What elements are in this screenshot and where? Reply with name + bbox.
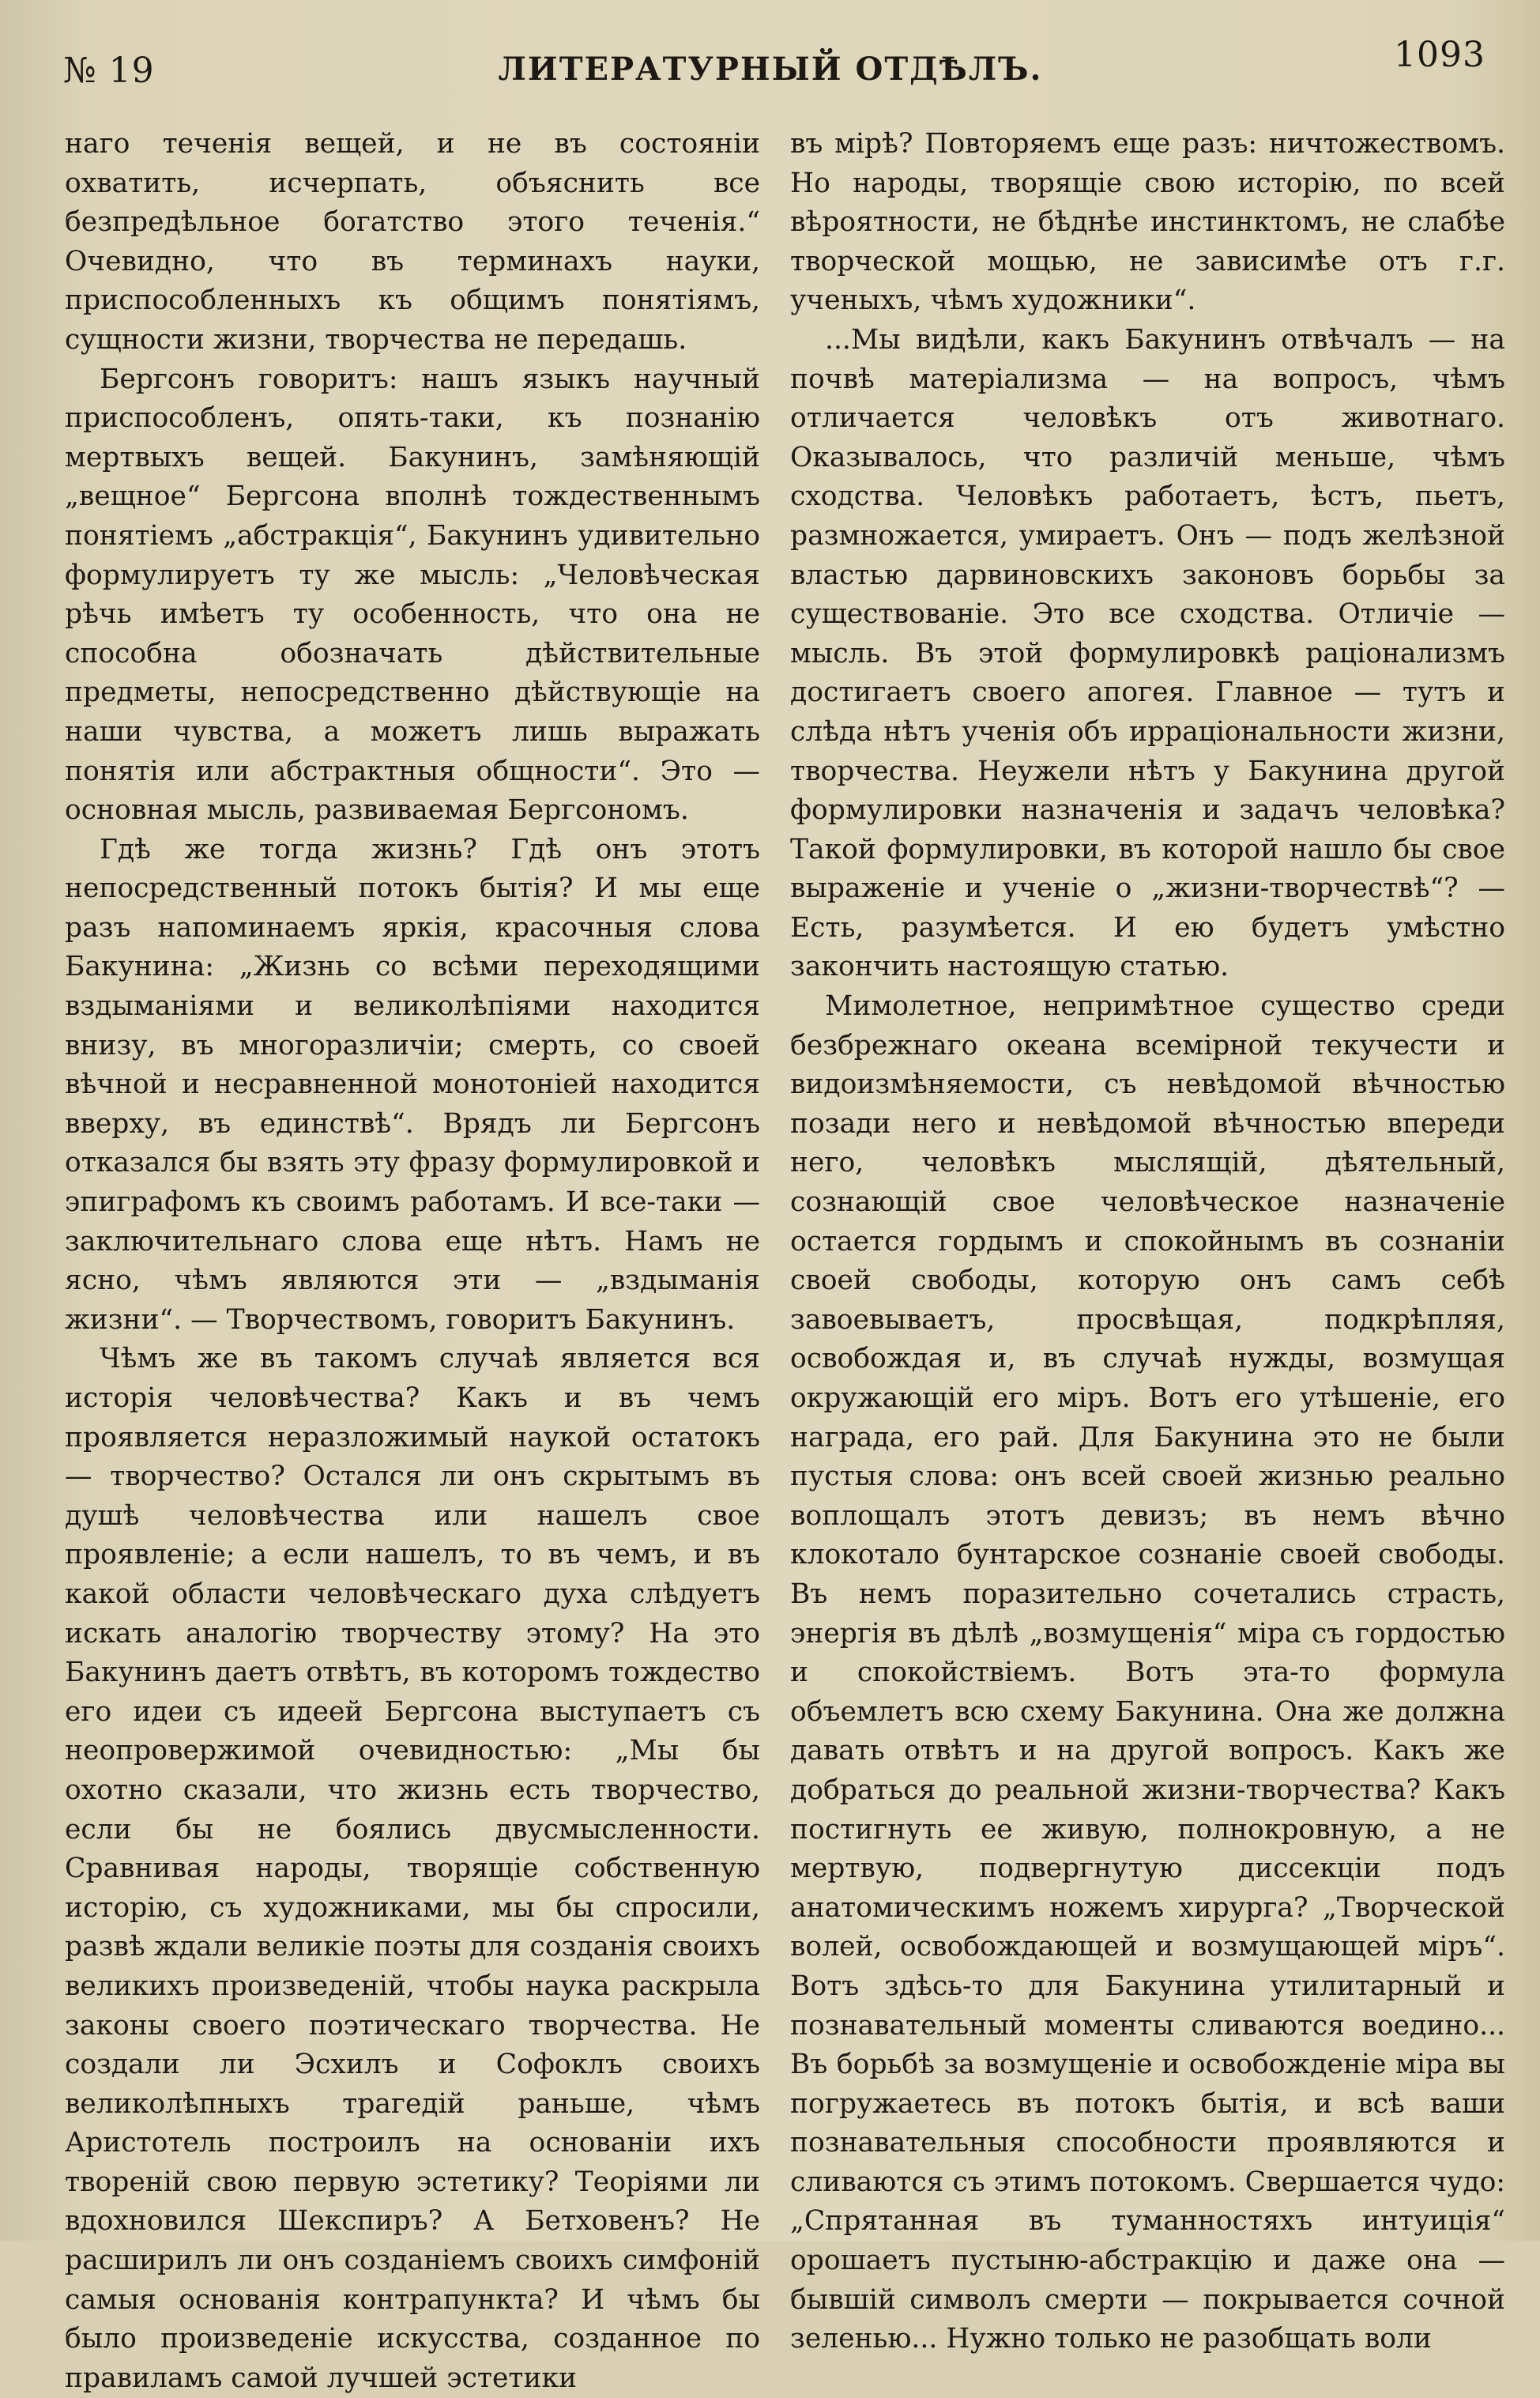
page-number: 1093 bbox=[1394, 35, 1485, 75]
paragraph: Чѣмъ же въ такомъ случаѣ является вся исторія человѣчества? Какъ и въ чемъ проявляется неразложимый наукой остатокъ — творчество? Остался ли онъ скрытымъ въ душѣ человѣчества или нашелъ свое проявленіе; а если нашелъ, то въ чемъ, и въ какой области человѣческаго духа слѣдуетъ искать аналогію творчеству этому? На это Бакунинъ даетъ отвѣтъ, въ которомъ тождество его идеи съ идеей Бергсона выступаетъ съ неопровержимой очевидностью: „Мы бы охотно сказали, что жизнь есть творчество, если бы не боялись двусмысленности. Сравнивая народы, творящіе собственную исторію, съ художниками, мы бы спросили, развѣ ждали великіе поэты для созданія своихъ великихъ произведеній, чтобы наука раскрыла законы своего поэтическаго творчества. Не создали ли Эсхилъ и Софоклъ своихъ великолѣпныхъ трагедій раньше, чѣмъ Аристотель построилъ на основаніи ихъ твореній свою первую эстетику? Теоріями ли вдохновился Шекспиръ? А Бетховенъ? Не расширилъ ли онъ созданіемъ своихъ симфоній самыя основанія контрапункта? И чѣмъ бы было произведеніе искусства, созданное по правиламъ самой лучшей эстетики bbox=[65, 1343, 760, 2394]
paragraph: Бергсонъ говоритъ: нашъ языкъ научный приспособленъ, опять-таки, къ познанію мертвыхъ вещей. Бакунинъ, замѣняющій „вещное“ Бергсона вполнѣ тождественнымъ понятіемъ „абстракція“, Бакунинъ удивительно формулируетъ ту же мысль: „Человѣческая рѣчь имѣетъ ту особенность, что она не способна обозначать дѣйствительные предметы, непосредственно дѣйствующіе на наши чувства, а можетъ лишь выражать понятія или абстрактныя общности“. Это — основная мысль, развиваемая Бергсономъ. bbox=[65, 363, 760, 827]
paragraph: ...Мы видѣли, какъ Бакунинъ отвѣчалъ — на почвѣ матеріализма — на вопросъ, чѣмъ отличается человѣкъ отъ животнаго. Оказывалось, что различій меньше, чѣмъ сходства. Человѣкъ работаетъ, ѣстъ, пьетъ, размножается, умираетъ. Онъ — подъ желѣзной властью дарвиновскихъ законовъ борьбы за существованіе. Это все сходства. Отличіе — мысль. Въ этой формулировкѣ раціонализмъ достигаетъ своего апогея. Главное — тутъ и слѣда нѣтъ ученія объ иррацiональности жизни, творчества. Неужели нѣтъ у Бакунина другой формулировки назначенія и задачъ человѣка? Такой формулировки, въ которой нашло бы свое выраженіе и ученіе о „жизни-творчествѣ“? — Есть, разумѣется. И ею будетъ умѣстно закончить настоящую статью. bbox=[790, 323, 1505, 983]
left-column bbox=[65, 125, 760, 2398]
paragraph: въ мірѣ? Повторяемъ еще разъ: ничтожествомъ. Но народы, творящіе свою исторію, по всей вѣроятности, не бѣднѣе инстинктомъ, не слабѣе творческой мощью, не зависимѣе отъ г.г. ученыхъ, чѣмъ художники“. bbox=[790, 128, 1505, 317]
paragraph: Гдѣ же тогда жизнь? Гдѣ онъ этотъ непосредственный потокъ бытія? И мы еще разъ напоминаемъ яркія, красочныя слова Бакунина: „Жизнь со всѣми переходящими вздыманіями и великолѣпіями находится внизу, въ многоразличіи; смерть, со своей вѣчной и несравненной монотоніей находится вверху, въ единствѣ“. Врядъ ли Бергсонъ отказался бы взять эту фразу формулировкой и эпиграфомъ къ своимъ работамъ. И все-таки — заключительнаго слова еще нѣтъ. Намъ не ясно, чѣмъ являются эти — „вздыманія жизни“. — Творчествомъ, говоритъ Бакунинъ. bbox=[65, 833, 760, 1336]
page-header bbox=[55, 32, 1485, 103]
section-title: ЛИТЕРАТУРНЫЙ ОТДѢЛЪ. bbox=[498, 51, 1043, 88]
paragraph: Мимолетное, непримѣтное существо среди безбрежнаго океана всемірной текучести и видоизмѣняемости, съ невѣдомой вѣчностью позади него и невѣдомой вѣчностью впереди него, человѣкъ мыслящій, дѣятельный, сознающій свое человѣческое назначеніе остается гордымъ и спокойнымъ въ сознаніи своей свободы, которую онъ самъ себѣ завоевываетъ, просвѣщая, подкрѣпляя, освобождая и, въ случаѣ нужды, возмущая окружающій его міръ. Вотъ его утѣшеніе, его награда, его рай. Для Бакунина это не были пустыя слова: онъ всей своей жизнью реально воплощалъ этотъ девизъ; въ немъ вѣчно клокотало бунтарское сознаніе своей свободы. Въ немъ поразительно сочетались страсть, энергія въ дѣлѣ „возмущенія“ міра съ гордостью и спокойствіемъ. Вотъ эта-то формула объемлетъ всю схему Бакунина. Она же должна давать отвѣтъ и на другой вопросъ. Какъ же добраться до реальной жизни-творчества? Какъ постигнуть ее живую, полнокровную, а не мертвую, подвергнутую диссекціи подъ анатомическимъ ножемъ хирурга? „Творческой волей, освобождающей и возмущающей міръ“. Вотъ здѣсь-то для Бакунина утилитарный и познавательный моменты сливаются воедино... Въ борьбѣ за возмущеніе и освобожденіе міра вы погружаетесь въ потокъ бытія, и всѣ ваши познавательныя способности проявляются и сливаются съ этимъ потокомъ. Свершается чудо: „Спрятанная въ туманностяхъ интуиція“ орошаетъ пустыню-абстракцію и даже она — бывшій символъ смерти — покрывается сочной зеленью... Нужно только не разобщать воли bbox=[790, 990, 1505, 2355]
right-column bbox=[790, 125, 1505, 2359]
issue-number: № 19 bbox=[63, 51, 155, 91]
paragraph: наго теченія вещей, и не въ состояніи охватить, исчерпать, объяснить все безпредѣльное богатство этого теченія.“ Очевидно, что въ терминахъ науки, приспособленныхъ къ общимъ понятіямъ, сущности жизни, творчества не передашь. bbox=[65, 128, 760, 356]
